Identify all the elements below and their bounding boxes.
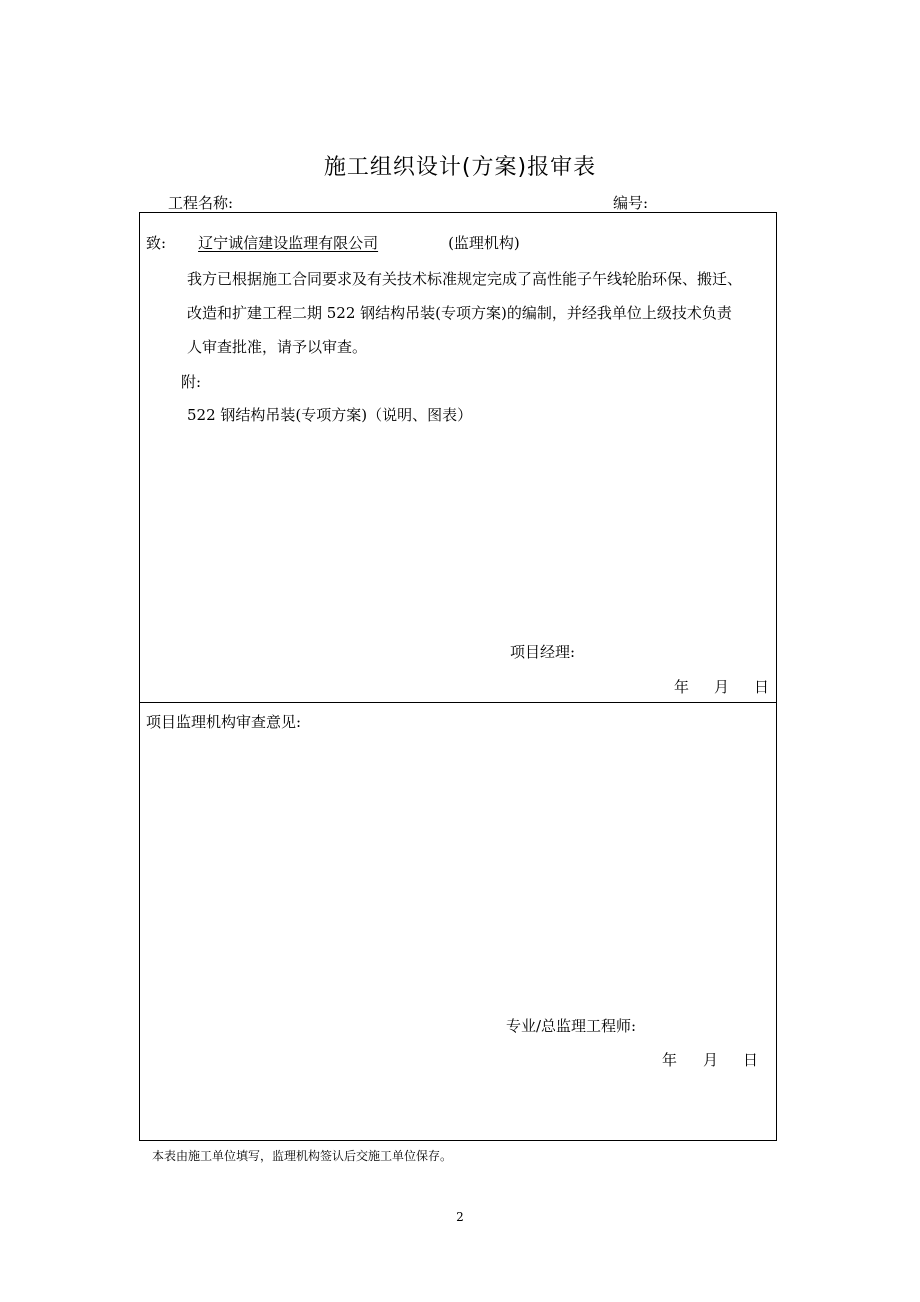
addressee-suffix: (监理机构)	[448, 234, 520, 252]
date-day-1: 日	[754, 678, 770, 696]
addressee-org	[166, 234, 448, 252]
date-month-1: 月	[714, 678, 730, 696]
form-table	[139, 212, 777, 1141]
date-year-2: 年	[662, 1051, 678, 1069]
date-year-1: 年	[674, 678, 690, 696]
supervising-engineer-label: 专业/总监理工程师:	[506, 1017, 637, 1035]
attachment-label: 附:	[181, 373, 202, 391]
addressee-line	[146, 232, 520, 253]
form-footnote: 本表由施工单位填写，监理机构签认后交施工单位保存。	[152, 1149, 453, 1163]
attachment-item: 522 钢结构吊装(专项方案)（说明、图表）	[187, 406, 473, 424]
project-manager-label: 项目经理:	[510, 643, 576, 661]
form-title: 施工组织设计(方案)报审表	[323, 155, 597, 180]
body-line-2: 改造和扩建工程二期 522 钢结构吊装(专项方案)的编制，并经我单位上级技术负责	[187, 304, 732, 322]
document-number-label: 编号:	[613, 194, 649, 212]
addressee-org-name: 辽宁诚信建设监理有限公司	[198, 234, 379, 252]
project-name-label: 工程名称:	[168, 194, 234, 212]
body-line-1: 我方已根据施工合同要求及有关技术标准规定完成了高性能子午线轮胎环保、搬迁、	[187, 270, 743, 288]
section-divider	[140, 702, 776, 703]
date-month-2: 月	[703, 1051, 719, 1069]
review-opinion-label: 项目监理机构审查意见:	[146, 713, 302, 731]
page-number: 2	[456, 1210, 464, 1224]
body-line-3: 人审查批准，请予以审查。	[187, 338, 368, 356]
date-day-2: 日	[743, 1051, 759, 1069]
to-label: 致:	[146, 234, 167, 252]
